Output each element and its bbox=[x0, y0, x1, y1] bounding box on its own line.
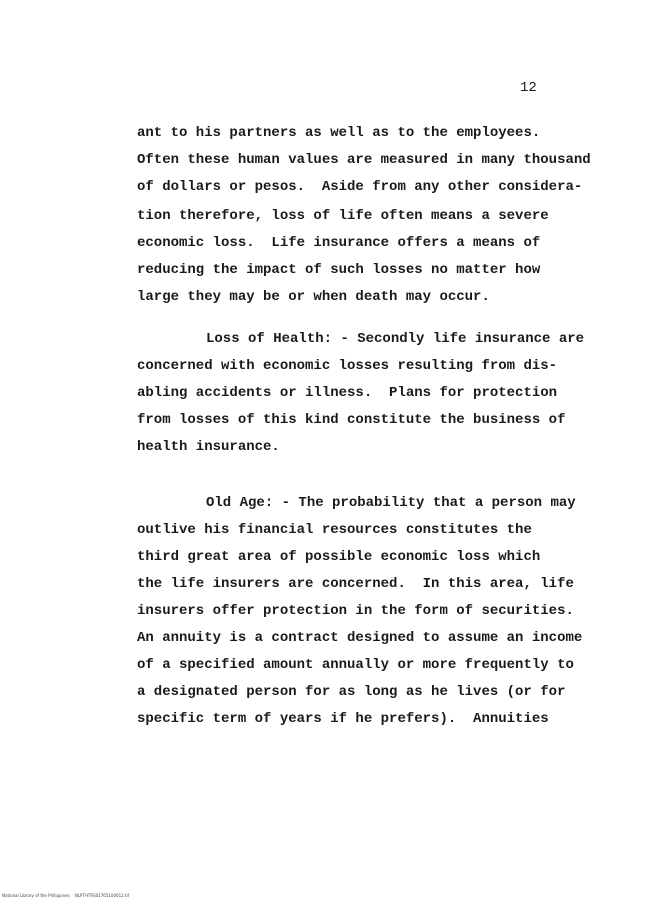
text-line: Often these human values are measured in many thousand bbox=[137, 152, 591, 168]
text-line: An annuity is a contract designed to assume an income bbox=[137, 630, 583, 646]
text-line: third great area of possible economic loss which bbox=[137, 549, 541, 565]
text-line: from losses of this kind constitute the business of bbox=[137, 412, 566, 428]
text-line: of dollars or pesos. Aside from any other considera- bbox=[137, 179, 583, 195]
text-line: large they may be or when death may occur. bbox=[137, 289, 490, 305]
text-line: Loss of Health: - Secondly life insurance are bbox=[206, 331, 585, 347]
text-line: reducing the impact of such losses no matter how bbox=[137, 262, 541, 278]
footer-filename: NLPTHTRS01765100012.tif bbox=[74, 893, 130, 898]
text-line: outlive his financial resources constitutes the bbox=[137, 522, 532, 538]
footer-library: National Library of the Philippines bbox=[2, 893, 70, 898]
text-line: tion therefore, loss of life often means a severe bbox=[137, 208, 549, 224]
text-line: the life insurers are concerned. In this area, life bbox=[137, 576, 574, 592]
text-line: Old Age: - The probability that a person may bbox=[206, 495, 576, 511]
text-line: insurers offer protection in the form of securities. bbox=[137, 603, 574, 619]
text-line: specific term of years if he prefers). Annuities bbox=[137, 711, 549, 727]
text-line: abling accidents or illness. Plans for protection bbox=[137, 385, 558, 401]
page-number: 12 bbox=[520, 80, 537, 96]
text-line: ant to his partners as well as to the employees. bbox=[137, 125, 541, 141]
text-line: of a specified amount annually or more frequently to bbox=[137, 657, 574, 673]
text-line: concerned with economic losses resulting from dis- bbox=[137, 358, 558, 374]
text-line: health insurance. bbox=[137, 439, 280, 455]
text-line: economic loss. Life insurance offers a means of bbox=[137, 235, 541, 251]
text-line: a designated person for as long as he lives (or for bbox=[137, 684, 566, 700]
footer-caption bbox=[2, 893, 129, 898]
